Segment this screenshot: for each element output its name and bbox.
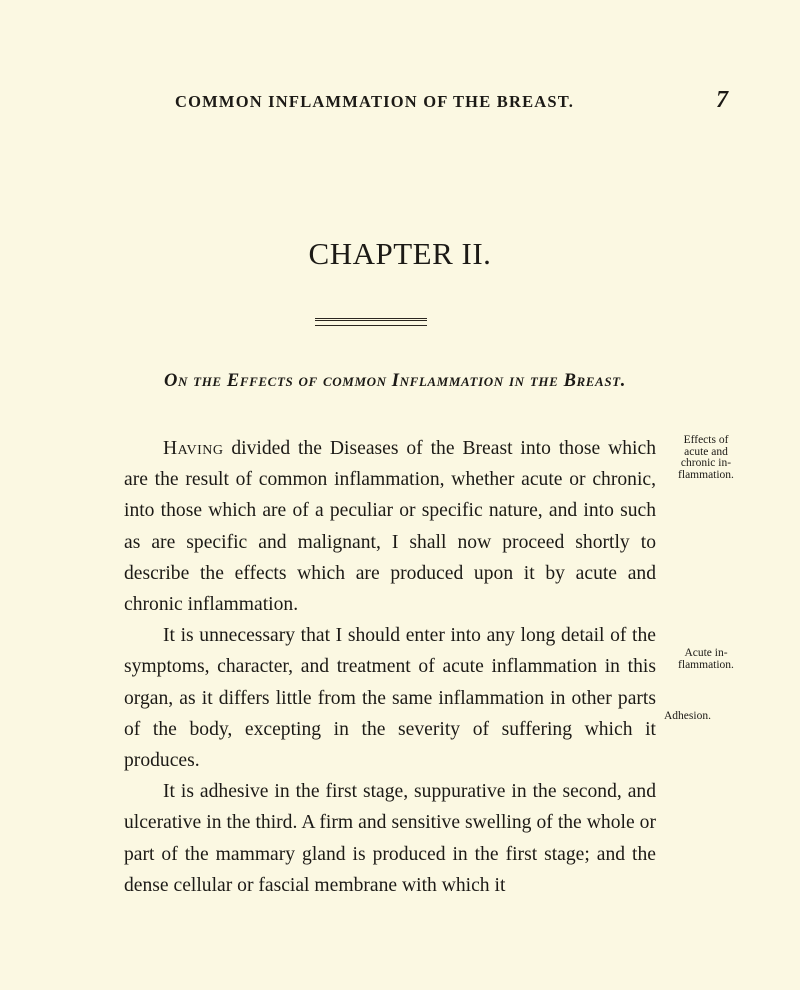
ornamental-rule <box>315 318 427 321</box>
margin-note-effects <box>664 435 748 481</box>
paragraph-2 <box>124 620 656 776</box>
margin-note-line: Acute in- <box>684 647 728 659</box>
margin-note-acute <box>664 648 748 671</box>
page-number: 7 <box>716 87 728 113</box>
section-title: On the Effects of common Inflammation in the Breast. <box>164 371 626 391</box>
page-header <box>0 89 800 119</box>
margin-note-line: Effects of <box>683 434 729 446</box>
ornamental-rule-lower <box>315 325 427 326</box>
margin-note-line: flammation. <box>678 468 734 481</box>
paragraph-text: divided the Diseases of the Breast into those which are the result of common inflammation, whether acute or chronic, into those which are of a peculiar or specific nature, and into such as are specific and malignant, I shall now proceed shortly to describe the effects which are produced upon it by acute and chronic inflammation. <box>124 438 656 616</box>
margin-note-line: Adhesion. <box>664 710 711 722</box>
paragraph-1 <box>124 433 656 620</box>
paragraph-text: It is unnecessary that I should enter into any long detail of the symptoms, character, and treatment of acute inflammation in this organ, as it differs little from the same inflammation in other parts of the body, excepting in the severity of suffering which it produces. <box>124 625 656 772</box>
margin-note-line: acute and <box>684 445 728 458</box>
paragraph-3 <box>124 776 656 901</box>
margin-note-adhesion <box>664 711 748 723</box>
paragraph-lead-word: Having <box>163 438 224 459</box>
running-head: COMMON INFLAMMATION OF THE BREAST. <box>175 92 575 111</box>
body-text <box>124 433 656 901</box>
margin-note-line: chronic in- <box>680 457 732 469</box>
paragraph-text: It is adhesive in the first stage, suppurative in the second, and ulcerative in the third. A firm and sensitive swelling of the whole or part of the mammary gland is produced in the first stage; and the dense cellular or fascial membrane with which it <box>124 781 656 896</box>
chapter-title: CHAPTER II. <box>308 236 492 271</box>
margin-note-line: flammation. <box>678 658 734 671</box>
